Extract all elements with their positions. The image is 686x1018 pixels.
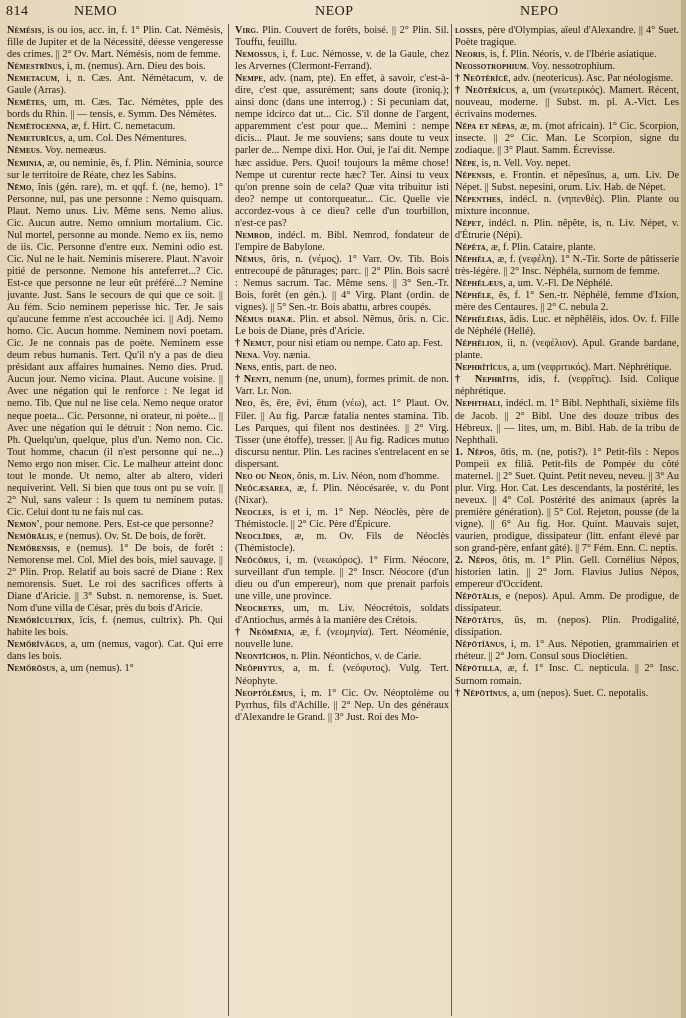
headword: losses xyxy=(455,25,483,36)
dictionary-entry: Nĕpōtātus, ūs, m. (nepos). Plin. Prodigalité, dissipation. xyxy=(455,615,679,639)
headword: † Nephrītis xyxy=(455,374,517,386)
dictionary-entry: † Nephrītis, idis, f. (νεφρῖτις). Isid. Colique néphrétique. xyxy=(455,374,679,398)
dictionary-entry: Nĕpōtĭānus, i, m. 1° Aus. Népotien, grammairien et rhéteur. || 2° Jorn. Consul sous Dioclétien. xyxy=(455,639,679,663)
running-header xyxy=(0,4,686,22)
dictionary-entry: Nĕmus dianæ. Plin. et absol. Nĕmus, ŏris. n. Cic. Le bois de Diane, près d'Aricie. xyxy=(235,314,449,338)
headword: Neo ou Neon xyxy=(235,470,292,482)
headword: Nemossus xyxy=(235,49,277,61)
dictionary-column-3 xyxy=(455,25,679,1015)
dictionary-entry: 2. Nĕpos, ōtis, m. 1° Plin. Gell. Cornélius Népos, historien latin. || 2° Jorn. Flavius Julius Népos, empereur d'Occident. xyxy=(455,555,679,591)
dictionary-entry: Neontīchos, n. Plin. Néontichos, v. de Carie. xyxy=(235,651,422,663)
dictionary-entry: Nēmo, ĭnis (gén. rare), m. et qqf. f. (ne, hemo). 1° Personne, nul, pas une personne : Nemo quisquam. Plaut. Nemo unus. Liv. Même sens. Nemo alius. Cic. Aucun autre. Nemo omnium mortalium. Cic. Nul mortel, personne au monde. Nemo ex iis, nemo de iis. Cic. Personne d'entre eux. Nemini odio est. Cic. Nul ne le hait. Neminis miserere. Plaut. N'avoir pitié de personne. Nemone his anteferret...? Cic. Est-ce que personne ne leur eût préféré...? Nemine juvante. Just. Sans le secours de qui que ce soit. || Au fém. Scio neminem peperisse hic. Ter. Je sais qu'aucune femme n'est accouchée ici. || Adj. Nemo homo. Cic. Aucun homme. Neminem novi poetam. Cic. Je ne connais pas de poète. Neminem esse deum rebus humanis. Tert. Qu'il n'y a pas de dieu présidant aux affaires humaines. Nemo dies. Prud. Aucun jour. Nemo vicina. Plaut. Aucune voisine. || Avec une négation qui le renforce : Ne legat id nemo. Tib. Que nul ne lise cela. Nemo neque orator neque poeta... Cic. Personne, ni orateur, ni poète... || Avec une négation qui le détruit : Non nemo. Cic. Ph. Quelqu'un, quelque, plus d'un. Nemo non. Cic. Tout homme, chacun (il n'est personne qui ne...) Nemo ergo non miser. Cic. Le malheur atteint donc tout le monde. Ut nemo, alter ab altero, videri nequiverint. Vell. Si bien que tous ont pu se voir. || 2° Nul, sans valeur : Is quem tu neminem putas. Cic. Celui dont tu ne fais nul cas. xyxy=(7,181,223,518)
headword: Nens xyxy=(235,362,257,374)
dictionary-entry: Nĕphĕlæus, a, um. V.-Fl. De Néphélé. xyxy=(455,277,613,289)
dictionary-entry: Nĕpōtālis, e (nepos). Apul. Amm. De prodigue, de dissipateur. xyxy=(455,591,679,615)
dictionary-entry: Nĕpĕta, æ, f. Plin. Cataire, plante. xyxy=(455,241,596,253)
headword: Nemŏrĭcultrix xyxy=(7,615,72,627)
dictionary-entry: Nemŏrĭcultrix, īcis, f. (nemus, cultrix). Ph. Qui habite les bois. xyxy=(7,615,223,639)
dictionary-column-1 xyxy=(7,25,223,1015)
dictionary-entry: Nena. Voy. nænia. xyxy=(235,350,311,362)
headword: Nemeturīcus xyxy=(7,133,63,145)
dictionary-entry: Nĕpenthes, indécl. n. (νηπενθές). Plin. Plante ou mixture inconnue. xyxy=(455,193,679,217)
dictionary-entry: Nephrĭtĭcus, a, um (νεφριτικός). Mart. Néphrétique. xyxy=(455,362,672,374)
headword: Nemŏrensis xyxy=(7,543,58,555)
headword: Nĕpōtĭānus xyxy=(455,639,505,651)
dictionary-column-2 xyxy=(235,25,449,1015)
dictionary-entry: Nemŏrensis, e (nemus). 1° De bois, de forêt : Nemorense mel. Col. Miel des bois, miel sauvage. || 2° Plin. Prop. Relatif au bois sacré de Diane : Rex nemorensis. Suet. Le roi des sacrifices offerts à Diane d'Aricie. || 3° Subst. n. nemorense, is. Suet. Nom d'une villa de César, près du bois d'Aricie. xyxy=(7,543,223,615)
headword: Nemŏrōsus xyxy=(7,663,56,675)
headword: Neoclīdes xyxy=(235,530,280,542)
dictionary-entry: Nĕpet, indécl. n. Plin. nĕpĕte, is, n. Liv. Népet, v. d'Étrurie (Népi). xyxy=(455,217,679,241)
header-right-guideword: NEPO xyxy=(520,4,559,19)
headword: Nĕpōtātus xyxy=(455,615,502,627)
dictionary-entry: losses, père d'Olympias, aïeul d'Alexandre. || 4° Suet. Poète tragique. xyxy=(455,25,679,49)
headword: Nĕpe xyxy=(455,157,477,169)
headword: Neo xyxy=(235,398,253,410)
headword: Neoris xyxy=(455,49,485,61)
headword: † Nĕpōtīnus xyxy=(455,687,507,699)
dictionary-entry: Neŏcŏrus, i, m. (νεωκόρος). 1° Firm. Néocore, surveillant d'un temple. || 2° Inscr. Néocore (d'un dieu ou d'un empereur), nom que prenait parfois une ville, une province. xyxy=(235,555,449,603)
headword: Nĕpĕta xyxy=(455,241,486,253)
headword: Neocles xyxy=(235,506,272,518)
dictionary-entry: Neŏphytus, a, m. f. (νεόφυτος). Vulg. Tert. Néophyte. xyxy=(235,663,449,687)
dictionary-entry: Nemon', pour nemone. Pers. Est-ce que personne? xyxy=(7,518,214,530)
headword: † Neōtĕrĭcus xyxy=(455,85,516,97)
headword: Nĕpōtālis xyxy=(455,591,499,603)
dictionary-entry: Neocles, is et i, m. 1° Nep. Néoclès, père de Thémistocle. || 2° Cic. Père d'Épicure. xyxy=(235,506,449,530)
headword: Nĕpa et nĕpas xyxy=(455,121,515,133)
dictionary-entry: Neminia, æ, ou neminie, ēs, f. Plin. Néminia, source sur le territoire de Réate, chez les Sabins. xyxy=(7,157,223,181)
dictionary-entry: Nemētes, um, m. Cæs. Tac. Némètes, pple des bords du Rhin. || — tensis, e. Symm. Des Némètes. xyxy=(7,97,223,121)
headword: Neŏphytus xyxy=(235,663,282,675)
column-divider xyxy=(228,24,229,1016)
dictionary-entry: † Neōtĕrĭcē, adv. (neotericus). Asc. Par néologisme. xyxy=(455,73,674,85)
headword: Nĕpōtilla xyxy=(455,663,500,675)
headword: Nĕpet xyxy=(455,217,482,229)
dictionary-entry: Neo ou Neon, ŏnis, m. Liv. Néon, nom d'homme. xyxy=(235,470,440,482)
dictionary-entry: Nempe, adv. (nam, pte). En effet, à savoir, c'est-à-dire, c'est que, assurément; sans doute (ironiq.); ainsi donc (dans une interrog.) : Si pecuniam dat, nempe idcirco dat ut... Cic. S'il donne de l'argent, apparemment c'est pour que... Memini : nempe dicis... Plaut. Je me souviens; sans doute tu veux parler de... Nempe dixi. Hor. Oui, je l'ai dit. Nempe hæc assidue. Pers. Quoi! toujours la même chose! Nempe ut curentur recte hæc? Ter. Ainsi tu veux qu'on prenne soin de cela? Quæ vita tribuitur isti deo? nempe ut contorqueatur... Cic. Quelle vie accordez-vous à ce dieu? celle d'un tourbillon, n'est-ce pas? xyxy=(235,73,449,229)
headword: Nena xyxy=(235,350,258,362)
headword: Nephrĭtĭcus xyxy=(455,362,508,374)
headword: Nemon' xyxy=(7,518,40,530)
headword: Nĕpensis xyxy=(455,169,493,181)
dictionary-entry: Nĕphĕlion, ii, n. (νεφέλιον). Apul. Grande bardane, plante. xyxy=(455,338,679,362)
dictionary-entry: Nemŏrōsus, a, um (nemus). 1° xyxy=(7,663,134,675)
dictionary-entry: Neoris, is, f. Plin. Néoris, v. de l'Ibérie asiatique. xyxy=(455,49,657,61)
headword: Virg xyxy=(235,25,257,36)
dictionary-entry: Neoptŏlĕmus, i, m. 1° Cic. Ov. Néoptolème ou Pyrrhus, fils d'Achille. || 2° Nep. Un des généraux d'Alexandre le Grand. || 3° Just. Roi des Mo- xyxy=(235,687,449,723)
dictionary-entry: Nĕphĕlēias, ădis. Luc. et nĕphĕlēis, idos. Ov. f. Fille de Néphélé (Hellé). xyxy=(455,314,679,338)
dictionary-entry: Virg. Plin. Couvert de forêts, boisé. || 2° Plin. Sil. Touffu, feuillu. xyxy=(235,25,449,49)
dictionary-entry: Nĕpensis, e. Frontin. et nĕpesīnus, a, um. Liv. De Népet. || Subst. nepesini, orum. Liv. Hab. de Népet. xyxy=(455,169,679,193)
dictionary-entry: Nemetacum, i, n. Cæs. Ant. Némétacum, v. de Gaule (Arras). xyxy=(7,73,223,97)
headword: Nĕmus xyxy=(235,253,264,265)
headword: Neocretes xyxy=(235,603,282,615)
dictionary-entry: Nĕmus, ŏris, n. (νέμος). 1° Varr. Ov. Tib. Bois entrecoupé de pâturages; parc. || 2° Plin. Bois sacré : Nemus sacrum. Tac. Même sens. || 3° Sen.-Tr. Bois, forêt (en gén.). || 4° Virg. Plant (ordin. de vignes). || 5° Sen.-tr. Bois abattu, arbres coupés. xyxy=(235,253,449,314)
header-left-guideword: NEMO xyxy=(74,4,118,19)
dictionary-entry: Nemŏrālis, e (nemus). Ov. St. De bois, de forêt. xyxy=(7,530,206,542)
headword: † Neŏmēnia xyxy=(235,627,292,639)
dictionary-entry: † Nĕpōtīnus, a, um (nepos). Suet. C. nepotalis. xyxy=(455,687,649,699)
headword: Nĕpenthes xyxy=(455,193,501,205)
headword: Neŏcŏrus xyxy=(235,555,278,567)
headword: Nēmeus xyxy=(7,145,40,157)
dictionary-entry: Nemētocenna, æ, f. Hirt. C. nemetacum. xyxy=(7,121,176,133)
headword: † Nenti xyxy=(235,374,269,386)
column-divider xyxy=(451,24,452,1016)
dictionary-entry: † Nenti, nenum (ne, unum), formes primit. de non. Varr. Lr. Non. xyxy=(235,374,449,398)
page-edge xyxy=(681,0,686,1018)
headword: 1. Nĕpos xyxy=(455,446,494,458)
headword: Nemŏrĭvăgus xyxy=(7,639,65,651)
headword: Nemetacum xyxy=(7,73,58,85)
headword: Némestrīnus xyxy=(7,61,62,73)
headword: † Nemut xyxy=(235,338,272,350)
page-number: 814 xyxy=(6,4,29,19)
dictionary-entry: † Nemut, pour nisi etiam ou nempe. Cato ap. Fest. xyxy=(235,338,443,350)
headword: Nĕphĕle xyxy=(455,290,492,302)
dictionary-entry: Neocretes, um, m. Liv. Néocrétois, soldats d'Antiochus, armés à la manière des Crétois. xyxy=(235,603,449,627)
header-center-guideword: NEOP xyxy=(315,4,354,19)
headword: Nemrod xyxy=(235,229,270,241)
dictionary-entry: Neŏcæsarea, æ, f. Plin. Néocésarée, v. du Pont (Nixar). xyxy=(235,482,449,506)
headword: Neoptŏlĕmus xyxy=(235,687,293,699)
dictionary-entry: Nĕpōtilla, æ, f. 1° Insc. C. nepticula. || 2° Insc. Surnom romain. xyxy=(455,663,679,687)
headword: Némésis xyxy=(7,25,42,36)
dictionary-entry: 1. Nĕpos, ōtis, m. (ne, potis?). 1° Petit-fils : Nepos Pompeii ex filiâ. Petit-fils de Pompée du côté maternel. || 2° Suet. Quint. Petit neveu, neveu. || 3° Au plur. Virg. Hor. Cat. Les descendants, la postérité, les neveux. || 4° Col. Postérité des animaux (après la première génération). || 5° Col. Rejeton, pousse (de la vigne). || 6° Au fig. Hor. Quint. Mauvais sujet, vaurien, prodigue, dissipateur (litt. enfant élevé par son grand-père, enfant gâté). || 7° Fém. Enn. C. neptis. xyxy=(455,446,679,555)
headword: Nephthali xyxy=(455,398,501,410)
dictionary-entry: Nĕphĕla, æ, f. (νεφέλη). 1° N.-Tir. Sorte de pâtisserie très-légère. || 2° Insc. Néphéla, surnom de femme. xyxy=(455,253,679,277)
dictionary-entry: Nephthali, indécl. m. 1° Bibl. Nephthali, sixième fils de Jacob. || 2° Bibl. Une des douze tribus des Hébreux. || — lites, um, m. Bibl. Hab. de la tribu de Nephthali. xyxy=(455,398,679,446)
headword: 2. Nĕpos xyxy=(455,555,495,567)
headword: Nĕphĕlion xyxy=(455,338,501,350)
dictionary-entry: Neoclīdes, æ, m. Ov. Fils de Néoclès (Thémistocle). xyxy=(235,530,449,555)
dictionary-entry: Nĕpe, is, n. Vell. Voy. nepet. xyxy=(455,157,571,169)
headword: Neossotrophium xyxy=(455,61,527,73)
headword: Neŏcæsarea xyxy=(235,482,290,494)
headword: Nemētocenna xyxy=(7,121,67,133)
dictionary-entry: Nēmeus. Voy. nemeæus. xyxy=(7,145,107,157)
headword: Nĕphĕla xyxy=(455,253,492,265)
headword: Nēmo xyxy=(7,181,32,193)
dictionary-entry: Nemrod, indécl. m. Bibl. Nemrod, fondateur de l'empire de Babylone. xyxy=(235,229,449,253)
dictionary-entry: † Neŏmēnia, æ, f. (νεομηνία). Tert. Néoménie, nouvelle lune. xyxy=(235,627,449,651)
dictionary-entry: Nĕphĕle, ēs, f. 1° Sen.-tr. Néphélé, femme d'Ixion, mère des Centaures. || 2° C. nebula 2. xyxy=(455,290,679,314)
dictionary-entry: † Neōtĕrĭcus, a, um (νεωτερικός). Mamert. Récent, nouveau, moderne. || Subst. m. pl. A.-Vict. Les écrivains modernes. xyxy=(455,85,679,121)
headword: † Neōtĕrĭcē xyxy=(455,73,509,85)
dictionary-entry: Némésis, is ou ios, acc. in, f. 1° Plin. Cat. Némésis, fille de Jupiter et de la Nécessité, déesse vengeresse des crimes. || 2° Ov. Mart. Némésis, nom de femme. xyxy=(7,25,223,61)
headword: Nemētes xyxy=(7,97,45,109)
headword: Neminia xyxy=(7,157,42,169)
headword: Nemŏrālis xyxy=(7,530,54,542)
dictionary-entry: Neo, ēs, ēre, ēvi, ētum (νέω), act. 1° Plaut. Ov. Filer. || Au fig. Parcæ fatalia nentes stamina. Tib. Les Parques, qui filent nos destinées. || 2° Virg. Tisser (une étoffe), tresser. || Au fig. Radices mutuo discursu nentur. Plin. Les racines s'entrelacent en se dispersant. xyxy=(235,398,449,470)
dictionary-entry: Nemossus, i, f. Luc. Némosse, v. de la Gaule, chez les Arvernes (Clermont-Ferrand). xyxy=(235,49,449,73)
dictionary-entry: Némestrīnus, i, m. (nemus). Arn. Dieu des bois. xyxy=(7,61,206,73)
headword: Nĕphĕlēias xyxy=(455,314,504,326)
dictionary-entry: Nens, entis, part. de neo. xyxy=(235,362,337,374)
dictionary-entry: Neossotrophium. Voy. nessotrophium. xyxy=(455,61,616,73)
headword: Nĕmus dianæ xyxy=(235,314,293,326)
headword: Neontīchos xyxy=(235,651,286,663)
dictionary-entry: Nemŏrĭvăgus, a, um (nemus, vagor). Cat. Qui erre dans les bois. xyxy=(7,639,223,663)
headword: Nempe xyxy=(235,73,264,85)
dictionary-entry: Nemeturīcus, a, um. Col. Des Némentures. xyxy=(7,133,187,145)
dictionary-entry: Nĕpa et nĕpas, æ, m. (mot africain). 1° Cic. Scorpion, insecte. || 2° Cic. Man. Le Scorpion, signe du zodiaque. || 3° Plaut. Samm. Écrevisse. xyxy=(455,121,679,157)
headword: Nĕphĕlæus xyxy=(455,277,503,289)
